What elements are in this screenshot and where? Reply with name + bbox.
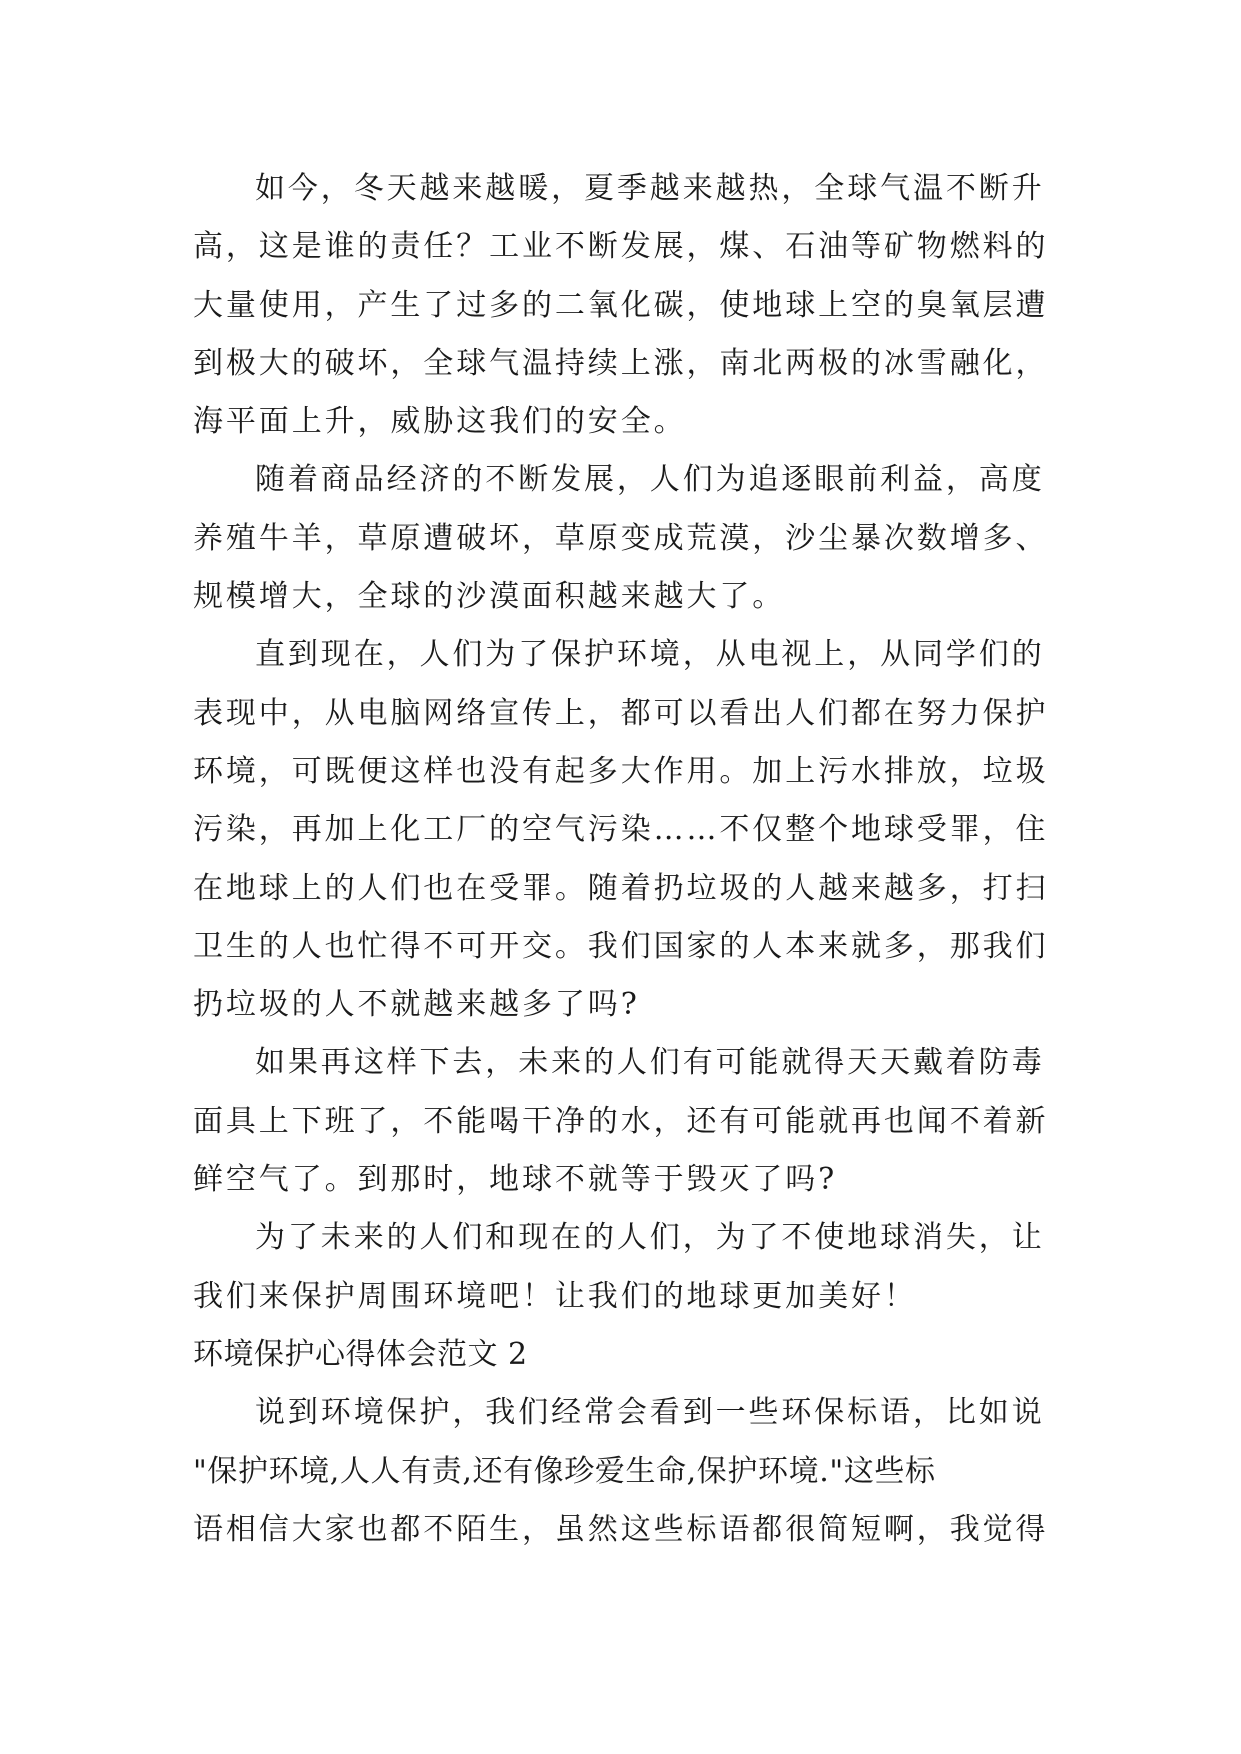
body-line: 海平面上升，威胁这我们的安全。 <box>193 404 687 440</box>
body-line: 如果再这样下去，未来的人们有可能就得天天戴着防毒 <box>255 1045 1045 1081</box>
body-line: 规模增大，全球的沙漠面积越来越大了。 <box>193 579 786 615</box>
body-line: 大量使用，产生了过多的二氧化碳，使地球上空的臭氧层遭 <box>193 287 1049 323</box>
body-line: 如今，冬天越来越暖，夏季越来越热，全球气温不断升 <box>255 171 1045 206</box>
body-line: 养殖牛羊，草原遭破坏，草原变成荒漠，沙尘暴次数增多、 <box>193 520 1049 556</box>
body-line: 语相信大家也都不陌生，虽然这些标语都很简短啊，我觉得 <box>193 1511 1049 1547</box>
body-line: 说到环境保护，我们经常会看到一些环保标语，比如说 <box>255 1395 1045 1431</box>
body-line: 高，这是谁的责任？工业不断发展，煤、石油等矿物燃料的 <box>193 229 1049 265</box>
body-line: 卫生的人也忙得不可开交。我们国家的人本来就多，那我们 <box>193 928 1049 964</box>
body-line: 直到现在，人们为了保护环境，从电视上，从同学们的 <box>255 637 1045 673</box>
body-line: 扔垃圾的人不就越来越多了吗? <box>193 987 640 1023</box>
body-line: 表现中，从电脑网络宣传上，都可以看出人们都在努力保护 <box>193 695 1049 731</box>
body-line: 在地球上的人们也在受罪。随着扔垃圾的人越来越多，打扫 <box>193 870 1049 906</box>
document-body <box>193 160 1053 1559</box>
section-heading: 环境保护心得体会范文 2 <box>193 1336 528 1372</box>
body-line: 我们来保护周围环境吧！让我们的地球更加美好！ <box>193 1278 917 1314</box>
body-line: 面具上下班了，不能喝干净的水，还有可能就再也闻不着新 <box>193 1103 1049 1139</box>
body-line: 鲜空气了。到那时，地球不就等于毁灭了吗? <box>193 1162 838 1198</box>
body-line: 污染，再加上化工厂的空气污染……不仅整个地球受罪，住 <box>193 812 1049 848</box>
body-line: 到极大的破坏，全球气温持续上涨，南北两极的冰雪融化， <box>193 345 1049 381</box>
body-line: 环境，可既便这样也没有起多大作用。加上污水排放，垃圾 <box>193 753 1049 789</box>
body-line: 为了未来的人们和现在的人们，为了不使地球消失，让 <box>255 1220 1045 1256</box>
body-line: 随着商品经济的不断发展，人们为追逐眼前利益，高度 <box>255 462 1045 498</box>
body-line: "保护环境,人人有责,还有像珍爱生命,保护环境."这些标 <box>193 1453 936 1489</box>
